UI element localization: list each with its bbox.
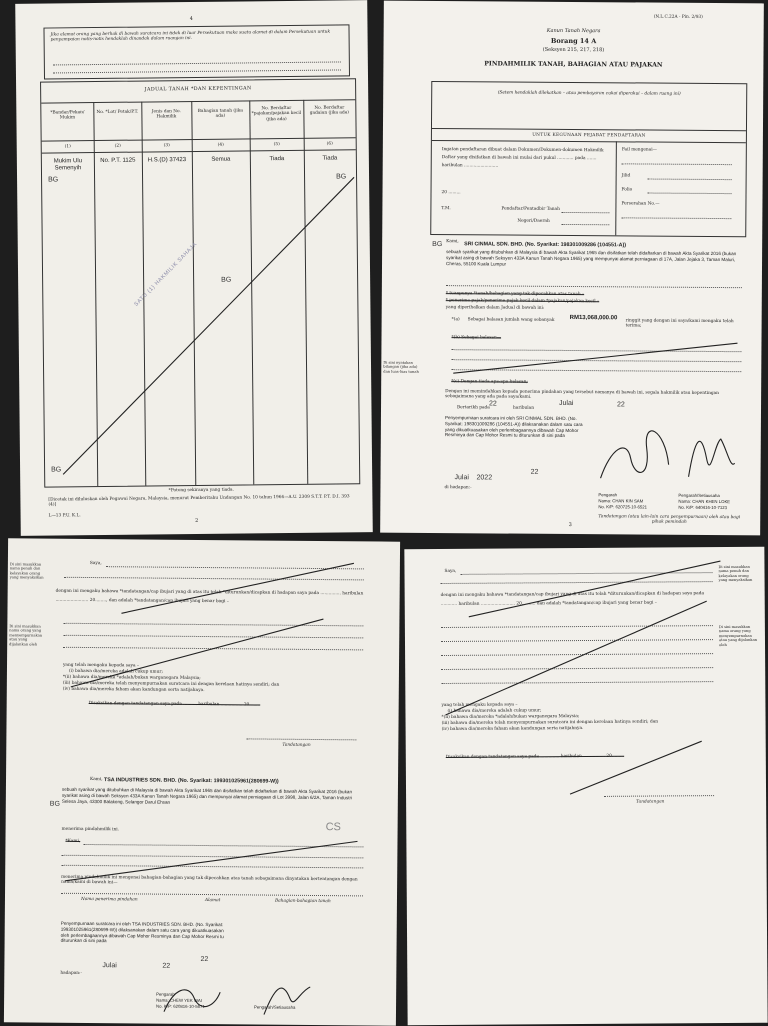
signatory bbox=[156, 992, 205, 1010]
signatory-1 bbox=[598, 492, 647, 510]
saya-label: Saya, bbox=[444, 568, 457, 574]
penerima-line: * penerima pajak/penerima pajak kecil dalam *pajakan/pajakan kecil – bbox=[445, 298, 600, 305]
dated-year: 22 bbox=[617, 401, 625, 409]
registry-tm: T.M. bbox=[441, 206, 451, 212]
condition-2: *(ii) bahawa dia/mereka *adalah/bukan warganegara Malaysia; bbox=[441, 714, 580, 721]
known-label: yang telah mengaku kepada saya – bbox=[62, 662, 140, 669]
dihadapan: di hadapan:- bbox=[444, 485, 472, 491]
condition-4: (iv) bahawa dia/mereka faham akan kandungan serta natijahnya. bbox=[441, 726, 584, 733]
field-fail: Fail mengenai— bbox=[621, 147, 657, 153]
margin-note: Di sini nyatakan bilangan (jika ada) dan luas-luas tanah bbox=[383, 360, 419, 374]
sig1-role: Pengarah bbox=[598, 492, 618, 498]
header-lot: No. *Lot/ Petak/P.T. bbox=[96, 109, 139, 116]
clause-a: Sebagai balasan jumlah wang sebanyak bbox=[467, 317, 555, 323]
document-title: PINDAHMILIK TANAH, BAHAGIAN ATAU PAJAKAN bbox=[484, 60, 663, 69]
margin-note-2: Di sini masukkan nama orang yang menyempurnakan atau yang dijalankan oleh bbox=[718, 624, 758, 647]
sig2-name: Nama: CHAN KHEN LOKE bbox=[678, 498, 731, 505]
transferor-name: SRI CINMAL SDN. BHD. (No. Syarikat: 198301009286 (104551-A)) bbox=[464, 241, 627, 249]
field-jilid: Jilid bbox=[621, 173, 631, 179]
accepts-transfer: menerima pindahmilik ini. bbox=[61, 826, 119, 833]
cancellation-line bbox=[41, 79, 359, 486]
schedule-table bbox=[40, 78, 360, 487]
exec-day: 22 bbox=[200, 955, 209, 964]
printer-code: L—13 P.U. K.L. bbox=[48, 513, 81, 519]
accepts-shares: menerima pindahmilik ini mengenai bahagian-bahagian yang tak dipecahkan atas tanah sebagaimana dinyatakan bertentangan dengan nama/kami di bawah ini— bbox=[61, 874, 358, 886]
dihadapan: hadapan:- bbox=[60, 970, 82, 976]
signature-label: Tandatangan bbox=[636, 799, 665, 805]
consideration-amount: RM13,068,000.00 bbox=[569, 314, 618, 322]
cell-bahagian: Semua bbox=[211, 156, 231, 163]
clause-c: *(c) Dengan tiada apa-apa balasan; bbox=[451, 379, 528, 385]
schedule-reference: yang diperihalkan dalam Jadual di bawah ini: bbox=[445, 305, 545, 311]
clause-a-label: *(a) bbox=[451, 317, 460, 323]
saya-label: Saya, bbox=[89, 561, 102, 567]
condition-3: (iii) bahawa dia/mereka telah menyempurnakan suratcara ini dengan kerelaan hatinya sendiri; dan bbox=[441, 719, 659, 727]
page-number-top: 4 bbox=[189, 15, 194, 23]
address-notice: Jika alamat orang yang berhak di bawah suratcara ini tidak di luar Persekutuan maka suatu alamat di dalam Persekutuan untuk penyampaian notis-notis hendaklah dinandak dalam ruangan ini. bbox=[50, 29, 331, 43]
condition-3: (iii) bahawa dia/mereka telah menyempurnakan suratcara ini dengan kerelaan hatinya sendiri; dan bbox=[62, 680, 280, 688]
condition-4: (iv) bahawa dia/mereka faham akan kandungan serta natijahnya. bbox=[62, 686, 205, 694]
sig1-name: Nama: CHAN KIN SAM bbox=[598, 498, 644, 504]
header-pajakan: No. Berdaftar *pajakan/pajakan kecil (jika ada) bbox=[251, 105, 302, 123]
col-num: (3) bbox=[163, 143, 170, 149]
signatory-2 bbox=[678, 493, 730, 511]
registry-text: Ingatan pendaftaran dibuat dalam Dokumen/Dokumen-dokumen Hakmilik Daftar yang disifatkan di bawah ini mulai dari pukul ............ pada ....... haribulan ......................... bbox=[441, 147, 604, 169]
initials: BG bbox=[432, 241, 443, 249]
printer-note: [Dicetak ini diluluskan oleh Pegawai Negara, Malaysia, menurut Pemberitahu Undangan No. 10 tahun 1966—A.U. 2309 S.T.T. P.T. D.I. 393 (4)] bbox=[48, 494, 350, 508]
col-num: (1) bbox=[64, 144, 71, 150]
transfer-statement: Dengan ini memindahkan kepada penerima pindahan yang tersebut namanya di bawah ini, segala hakmilik atau kepentingan sebagaimana yang ada pada saya/kami. bbox=[445, 389, 719, 401]
margin-note-1: Di sini masukkan nama penuh dan kelayakan orang yang menyaksikan bbox=[9, 562, 44, 580]
cell-hakmilik: H.S.(D) 37423 bbox=[147, 157, 187, 164]
col-penerima: Nama penerima pindahan bbox=[80, 896, 138, 903]
page-number-bottom: 2 bbox=[195, 517, 199, 525]
initials: BG bbox=[48, 176, 59, 184]
attestation-strike-2 bbox=[441, 597, 712, 719]
signature-caption: Tandatangan (atau lain-lain cara penyempurnaan) oleh atau bagi pihak pemindah bbox=[598, 514, 741, 526]
witness-line: Disaksikan dengan tandatangan saya pada .............. haribulan ................ 20......... bbox=[445, 753, 625, 760]
col-num: (4) bbox=[217, 142, 224, 148]
transferee-name: TSA INDUSTRIES SDN. BHD. (No. Syarikat: 199301025961(280699-W)) bbox=[103, 777, 279, 785]
margin-note-2: Di sini masukkan nama orang yang menyempurnakan atau yang dijalankan oleh bbox=[9, 624, 43, 647]
col-alamat: Alamat bbox=[204, 898, 221, 904]
cs-mark: CS bbox=[325, 821, 341, 834]
schedule-title: JADUAL TANAH *DAN KEPENTINGAN bbox=[144, 86, 252, 93]
act-name: Kanun Tanah Negara bbox=[546, 27, 601, 35]
transferor-signatures bbox=[580, 418, 740, 489]
notice-box bbox=[43, 24, 350, 79]
header-hakmilik: Jenis dan No. Hakmilik bbox=[151, 109, 181, 120]
form-sections: (Seksyen 215, 217, 218) bbox=[542, 46, 605, 54]
page-schedule bbox=[15, 0, 373, 536]
header-bahagian: Bahagian tanah (jika ada) bbox=[197, 108, 243, 120]
page-number: 3 bbox=[568, 521, 572, 529]
clause-a-tail: ringgit yang dengan ini saya/kami mengaku telah terima; bbox=[625, 318, 734, 329]
cell-mukim: Mukim Ulu Semenyih bbox=[53, 158, 83, 172]
stamp-satu-hakmilik: SATU (1) HAKMILIK SAHAJA bbox=[133, 241, 199, 308]
exec-month: Julai bbox=[454, 474, 469, 482]
registry-box bbox=[430, 81, 747, 237]
signature-label: Tandatangan bbox=[282, 742, 311, 748]
exec-month: Julai bbox=[102, 962, 117, 970]
header-gadaian: No. Berdaftar gadaian (jika ada) bbox=[309, 105, 349, 117]
initials: BG bbox=[49, 800, 60, 808]
registry-registrar: Pendaftar/Pentadbir Tanah bbox=[501, 206, 560, 212]
kami-2: *Kami, bbox=[65, 838, 81, 844]
registry-year: 20 ......... bbox=[441, 190, 461, 196]
header-mukim: *Bandar/Pekan/ Mukim bbox=[50, 110, 85, 121]
col-num: (6) bbox=[326, 141, 333, 147]
col-bahagian: Bahagian-bahagian tanah bbox=[274, 898, 331, 905]
sig-ic: No. K/P: 620816-10-5671 bbox=[156, 1003, 205, 1010]
initials: BG bbox=[336, 173, 347, 181]
sig1-ic: No. K/P: 620725-10-6521 bbox=[598, 504, 648, 510]
col-num: (5) bbox=[273, 142, 280, 148]
field-folio: Folio bbox=[621, 187, 633, 193]
tuanpunya-line: * tuanpunya *tanah/bahagian yang tak dipecahkan atas tanah – bbox=[445, 291, 585, 298]
margin-note-1: Di sini masukkan nama penuh dan kelayakan orang yang menyaksikan bbox=[718, 564, 753, 583]
exec-year: 22 bbox=[162, 962, 171, 970]
transferor-description: sebuah syarikat yang ditubuhkan di Malaysia di bawah Akta Syarikat 1965 dan disifatkan telah didaftarkan di bawah Akta Syarikat 2016 (bukan syarikat asing di bawah Seksyen 433A Kanun Tanah Negara 1965) yang mempunyai alamat perniagaan di 17A, Jalan Jejaka 3, Taman Maluri, Cheras, 55100 Kuala Lumpur bbox=[446, 249, 737, 267]
execution-clause: Penyempurnaan suratcara ini oleh TSA INDUSTRIES SDN. BHD. (No. Syarikat: 199301025961(280699-W)) dilaksanakan dalam satu cara yang dikuatkuasakan oleh perlembagaannya dibawah Cap Mohor Resminya dan Cap Mohor Resmi tu diturunkan di sini pada bbox=[60, 920, 224, 944]
attestation-text: dengan ini mengaku bahawa *tandatangan/cap ibujari yang di atas itu telah *diturunkan/dicapkan di hadapan saya pada ............ haribulan ......................... 20.......... dan adalah *tandatangan/cap ibujari yang benar bagi – bbox=[440, 591, 705, 608]
kami-label: Kami, bbox=[446, 239, 459, 245]
known-label: yang telah mengaku kepada saya – bbox=[441, 702, 518, 709]
clause-b: *(b) Sebagai balasan— bbox=[451, 335, 502, 341]
sig2-ic: No. K/P: 640416-10-7123 bbox=[678, 504, 728, 511]
sig2-role: Pengarah/Setiausaha bbox=[254, 1004, 296, 1010]
stamp-duty-note: (Setem hendaklah dilekatkan – atau pembayaran cukai diperakui – dalam ruang ini) bbox=[497, 90, 681, 97]
exec-year: 2022 bbox=[476, 474, 493, 482]
sig-name: Nama: CHEW YEK WAI bbox=[156, 997, 202, 1004]
page-attestation-blank bbox=[404, 547, 767, 1026]
clause-b-strike bbox=[447, 337, 747, 379]
transferee-signatures bbox=[124, 967, 324, 1019]
footnote: *Potong sekiranya yang tiada. bbox=[168, 487, 235, 494]
execution-clause: Penyempurnaan suratcara ini oleh SRI CINMAL SDN. BHD. (No. Syarikat: 198301009286 (104551-A)) dilaksanakan dalam satu cara yang dikuatkuasakan oleh perlembagaannya dibawah Cap Mohor Resminya dan Cap Mohor Resmi tu diturunkan di sini pada bbox=[444, 415, 583, 439]
exec-day: 22 bbox=[530, 468, 539, 476]
form-reference: (N.L.C.22A - Pin. 2/93) bbox=[653, 14, 703, 20]
dated-day: 22 bbox=[489, 400, 497, 408]
page-attestation-transferee bbox=[4, 538, 400, 1025]
initials: BG bbox=[221, 276, 232, 284]
sig-role: Pengarah bbox=[156, 991, 175, 997]
cell-pajakan: Tiada bbox=[269, 156, 285, 163]
col-num: (2) bbox=[114, 143, 121, 149]
haribulan: haribulan bbox=[513, 405, 535, 411]
registry-state: Negeri/Daerah bbox=[517, 218, 550, 224]
attestation-text: dengan ini mengaku bahawa *tandatangan/cap ibujari yang di atas itu telah *diturunkan/dicapkan di hadapan saya pada ............... haribulan ........................ 20........, dan adalah *tandatangan/cap ibujari yang benar bagi – bbox=[55, 588, 364, 605]
witness-strike bbox=[566, 737, 706, 798]
sig2-role: Pengarah/Setiausaha bbox=[678, 492, 720, 499]
condition-1: (i) bahawa dia/mereka adalah cukup umur; bbox=[447, 708, 542, 714]
initials: BG bbox=[51, 466, 62, 474]
page-form-14a bbox=[380, 1, 764, 536]
dated-label: Bertarikh pada bbox=[457, 405, 490, 411]
registry-title: UNTUK KEGUNAAN PEJABAT PENDAFTARAN bbox=[532, 132, 646, 139]
kami-label: Kami, bbox=[89, 777, 103, 783]
field-perserahan: Perserahan No.— bbox=[621, 201, 660, 207]
condition-2: *(ii) bahawa dia/mereka *adalah/bukan warganegara Malaysia; bbox=[62, 674, 201, 681]
dated-month: Julai bbox=[559, 399, 574, 408]
condition-1: (i) bahawa dia/mereka adalah cukup umur; bbox=[68, 668, 163, 675]
form-title: Borang 14 A bbox=[550, 36, 597, 46]
transferee-description: sebuah syarikat yang ditubuhkan di Malaysia di bawah Akta Syarikat 1965 dan disifatkan telah didaftarkan di bawah Akta Syarikat 2016 (bukan syarikat asing di bawah Seksyen 433A Kanun Tanah Negara 1965) dan mempunyai alamat perniagaan di Lot 3998, Jalan 6/2A, Taman Industri Selesa Jaya, 43300 Balakong, Selangor Darul Ehsan bbox=[61, 786, 353, 805]
cell-lot: No. P.T. 1125 bbox=[100, 157, 136, 164]
witness-line: Disaksikan dengan tandatangan saya pada .......... haribulan ................ 20........ bbox=[88, 701, 261, 708]
cell-gadaian: Tiada bbox=[322, 155, 338, 162]
